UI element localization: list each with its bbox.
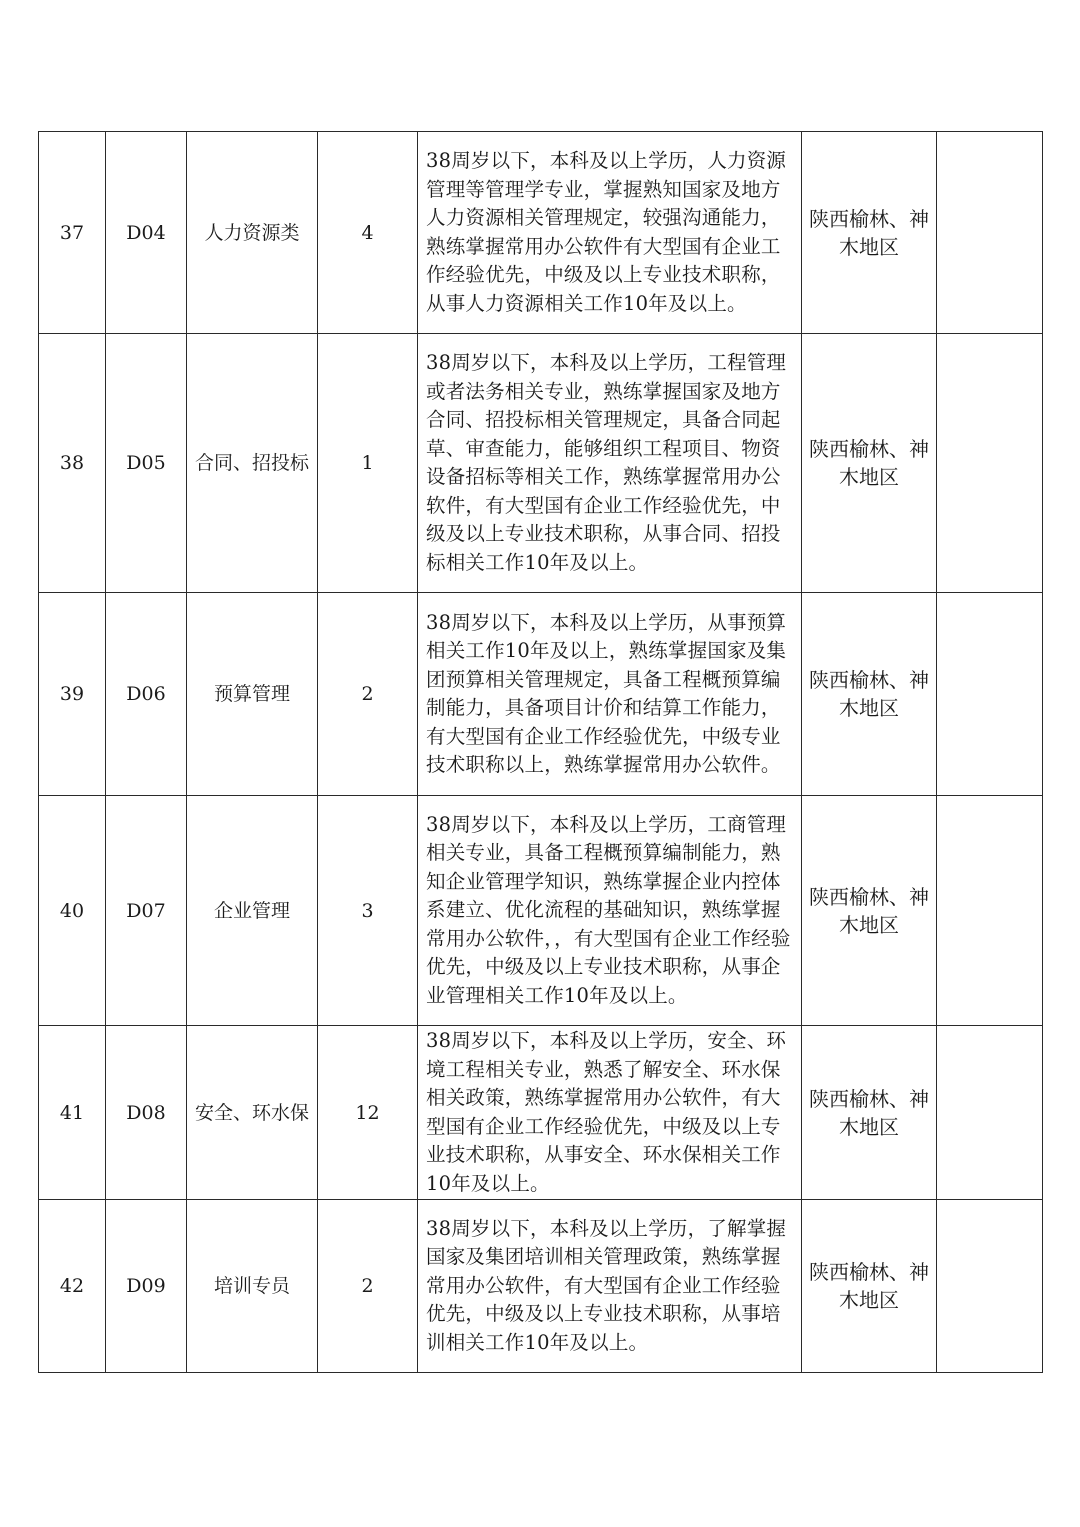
headcount: 4	[318, 132, 418, 334]
position-title: 人力资源类	[187, 132, 318, 334]
job-positions-table	[38, 131, 1043, 1373]
remarks	[937, 334, 1043, 593]
row-number: 40	[39, 796, 106, 1026]
table-row	[39, 1026, 1043, 1200]
headcount: 2	[318, 593, 418, 796]
table-row	[39, 1200, 1043, 1373]
position-title: 企业管理	[187, 796, 318, 1026]
row-number: 38	[39, 334, 106, 593]
work-location: 陕西榆林、神木地区	[802, 1200, 937, 1373]
headcount: 1	[318, 334, 418, 593]
position-title: 安全、环水保	[187, 1026, 318, 1200]
position-code: D08	[106, 1026, 187, 1200]
remarks	[937, 796, 1043, 1026]
requirements: 38周岁以下，本科及以上学历，人力资源管理等管理学专业，掌握熟知国家及地方人力资源相关管理规定，较强沟通能力，熟练掌握常用办公软件有大型国有企业工作经验优先，中级及以上专业技术职称，从事人力资源相关工作10年及以上。	[418, 132, 802, 334]
remarks	[937, 1026, 1043, 1200]
headcount: 2	[318, 1200, 418, 1373]
requirements: 38周岁以下，本科及以上学历，从事预算相关工作10年及以上，熟练掌握国家及集团预算相关管理规定，具备工程概预算编制能力，具备项目计价和结算工作能力，有大型国有企业工作经验优先，中级专业技术职称以上，熟练掌握常用办公软件。	[418, 593, 802, 796]
work-location: 陕西榆林、神木地区	[802, 796, 937, 1026]
table-row	[39, 593, 1043, 796]
remarks	[937, 593, 1043, 796]
position-code: D07	[106, 796, 187, 1026]
position-title: 预算管理	[187, 593, 318, 796]
table-row	[39, 796, 1043, 1026]
row-number: 42	[39, 1200, 106, 1373]
requirements: 38周岁以下，本科及以上学历，工程管理或者法务相关专业，熟练掌握国家及地方合同、招投标相关管理规定，具备合同起草、审查能力，能够组织工程项目、物资设备招标等相关工作，熟练掌握常用办公软件，有大型国有企业工作经验优先，中级及以上专业技术职称，从事合同、招投标相关工作10年及以上。	[418, 334, 802, 593]
position-code: D04	[106, 132, 187, 334]
position-code: D06	[106, 593, 187, 796]
table-row	[39, 132, 1043, 334]
requirements: 38周岁以下，本科及以上学历，了解掌握国家及集团培训相关管理政策，熟练掌握常用办公软件，有大型国有企业工作经验优先，中级及以上专业技术职称，从事培训相关工作10年及以上。	[418, 1200, 802, 1373]
position-code: D05	[106, 334, 187, 593]
table-row	[39, 334, 1043, 593]
row-number: 37	[39, 132, 106, 334]
position-title: 合同、招投标	[187, 334, 318, 593]
requirements: 38周岁以下，本科及以上学历，安全、环境工程相关专业，熟悉了解安全、环水保相关政策，熟练掌握常用办公软件，有大型国有企业工作经验优先，中级及以上专业技术职称，从事安全、环水保相关工作10年及以上。	[418, 1026, 802, 1200]
requirements: 38周岁以下，本科及以上学历，工商管理相关专业，具备工程概预算编制能力，熟知企业管理学知识，熟练掌握企业内控体系建立、优化流程的基础知识，熟练掌握常用办公软件，，有大型国有企业工作经验优先，中级及以上专业技术职称，从事企业管理相关工作10年及以上。	[418, 796, 802, 1026]
work-location: 陕西榆林、神木地区	[802, 1026, 937, 1200]
work-location: 陕西榆林、神木地区	[802, 334, 937, 593]
position-title: 培训专员	[187, 1200, 318, 1373]
row-number: 41	[39, 1026, 106, 1200]
work-location: 陕西榆林、神木地区	[802, 132, 937, 334]
remarks	[937, 132, 1043, 334]
headcount: 3	[318, 796, 418, 1026]
position-code: D09	[106, 1200, 187, 1373]
headcount: 12	[318, 1026, 418, 1200]
row-number: 39	[39, 593, 106, 796]
remarks	[937, 1200, 1043, 1373]
work-location: 陕西榆林、神木地区	[802, 593, 937, 796]
